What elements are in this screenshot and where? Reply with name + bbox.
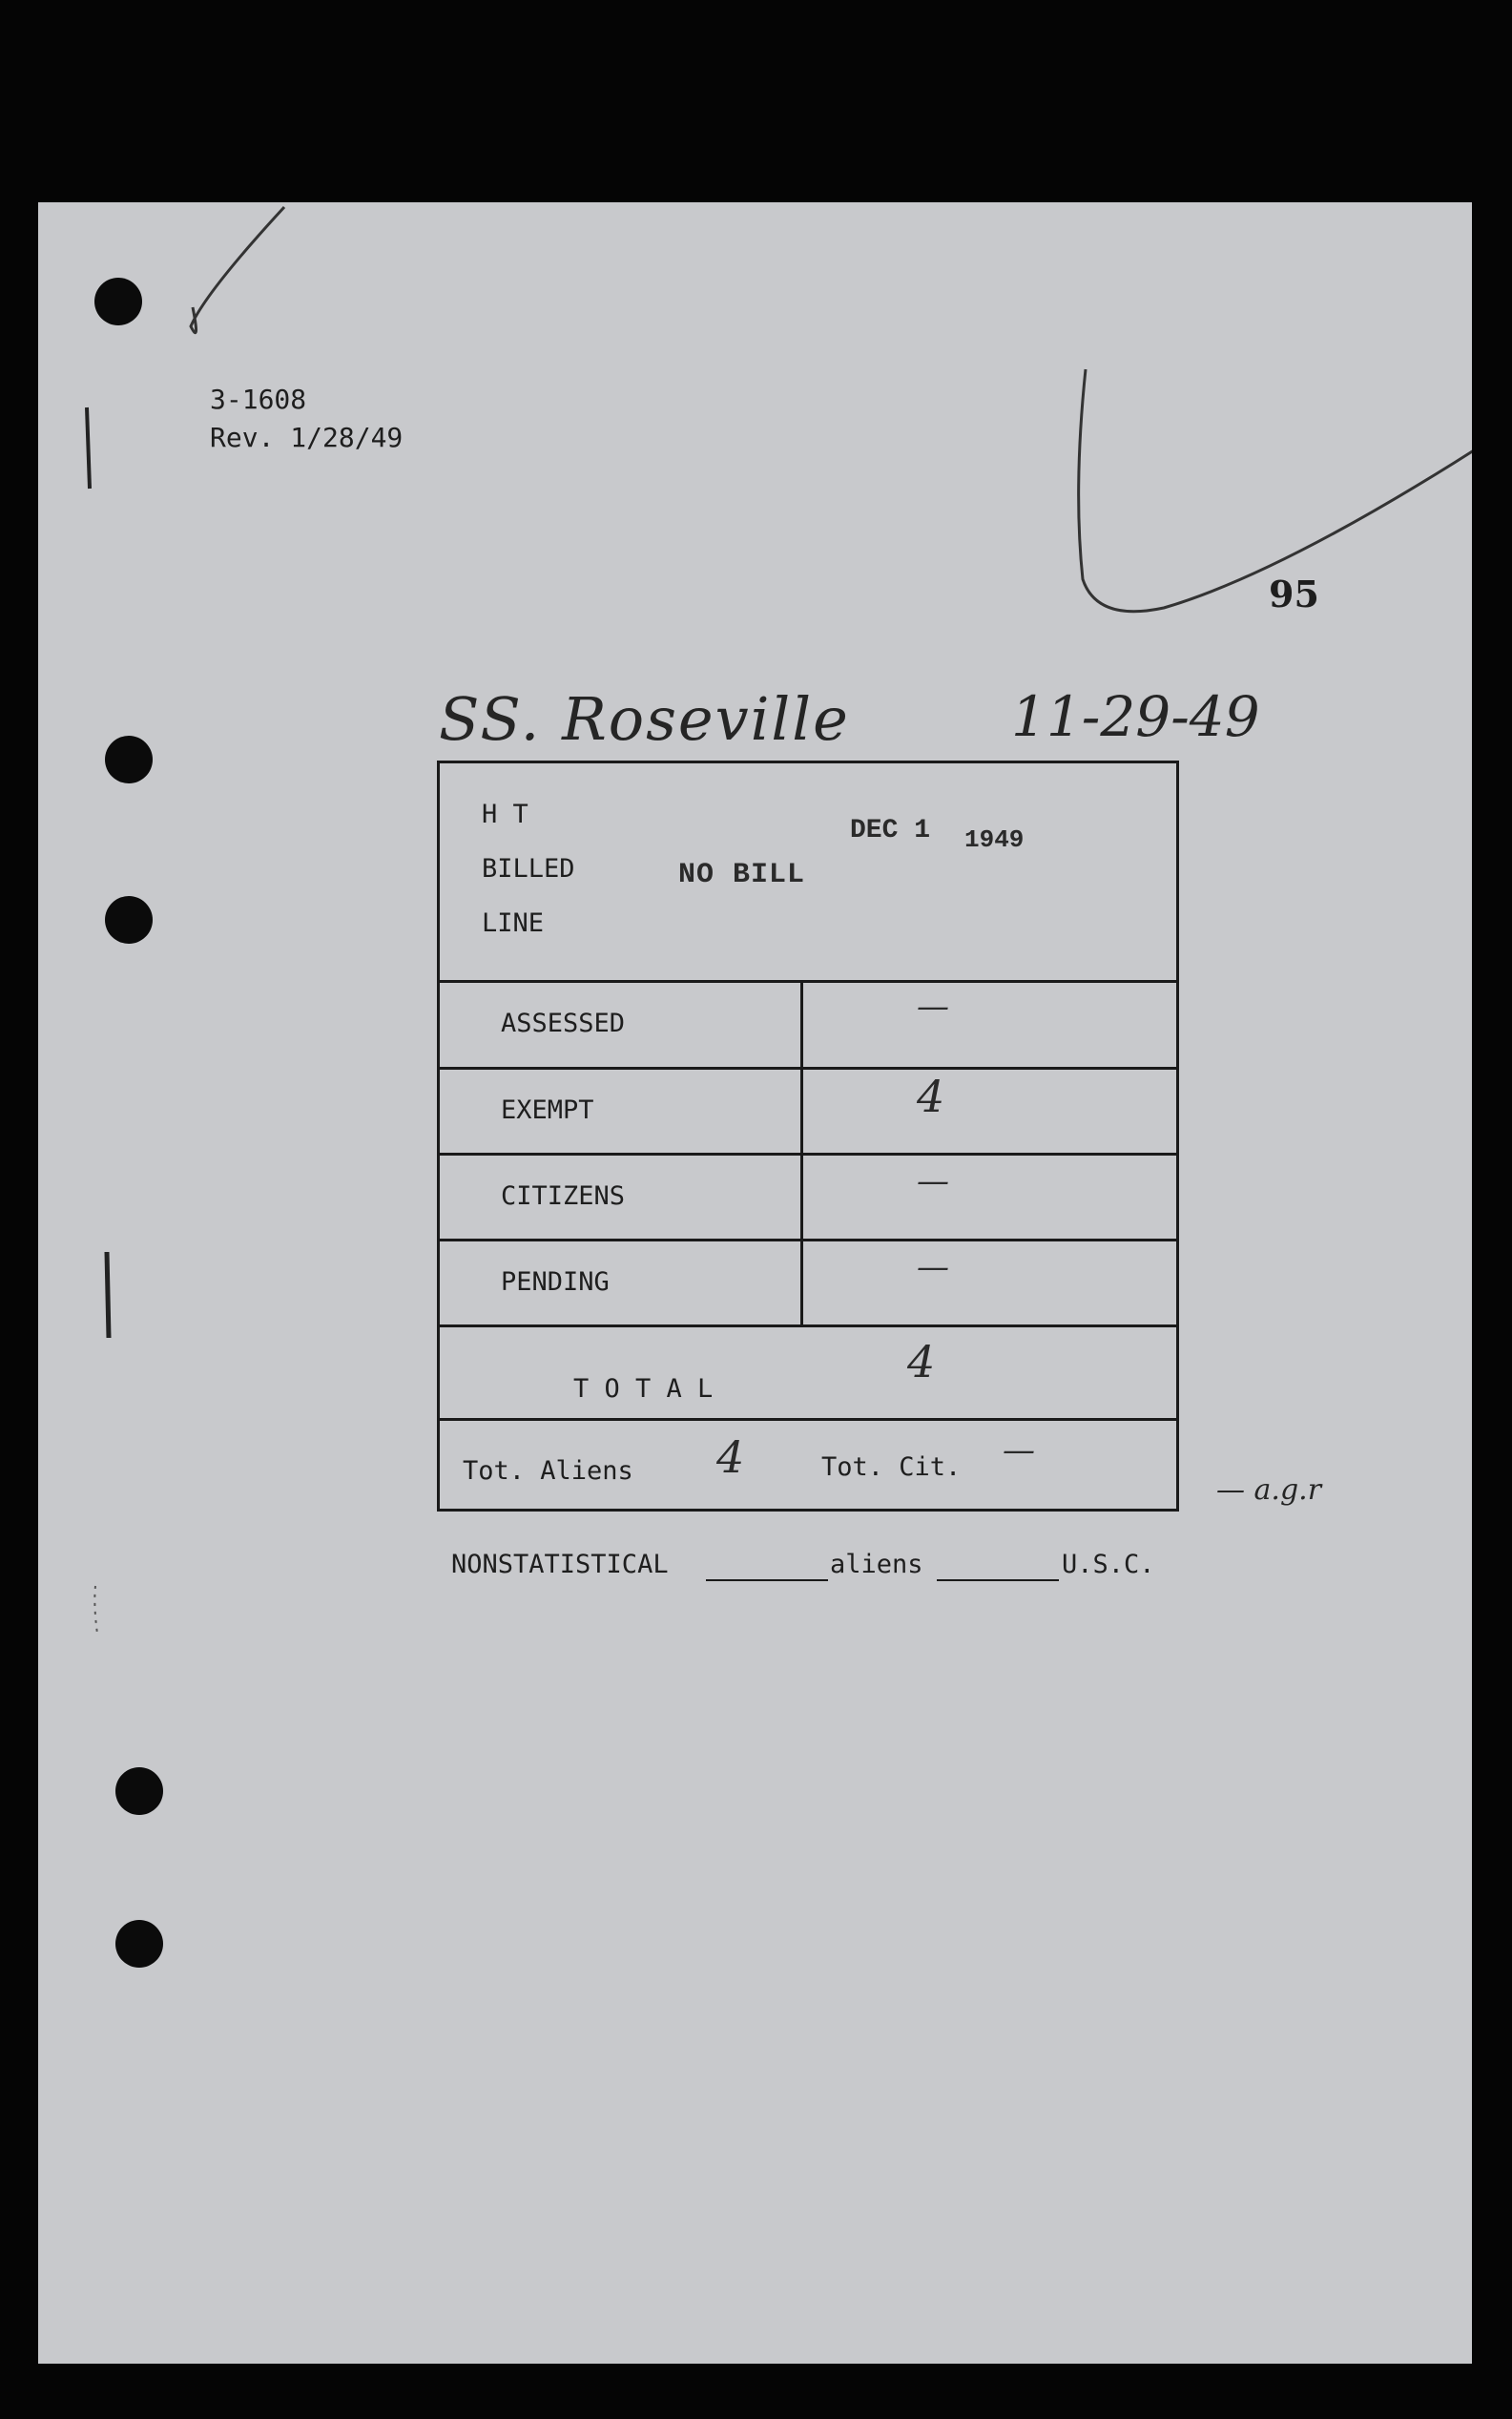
table-rule xyxy=(440,1153,1176,1156)
row-label-assessed: ASSESSED xyxy=(501,1009,626,1038)
row-value-exempt: 4 xyxy=(917,1071,945,1122)
tot-aliens-label: Tot. Aliens xyxy=(463,1456,633,1486)
check-mark-top-left xyxy=(191,207,284,333)
tot-cit-value: — xyxy=(1003,1431,1035,1470)
total-label: T O T A L xyxy=(573,1374,714,1404)
table-rule xyxy=(440,1418,1176,1421)
label-billed: BILLED xyxy=(482,854,575,884)
label-line: LINE xyxy=(482,908,545,938)
aliens-blank xyxy=(937,1579,1059,1581)
nonstatistical-aliens-label: aliens xyxy=(830,1550,923,1579)
margin-stroke xyxy=(87,407,90,489)
margin-stroke xyxy=(94,1586,97,1634)
row-label-citizens: CITIZENS xyxy=(501,1181,626,1211)
total-value: 4 xyxy=(907,1336,936,1387)
table-column-divider xyxy=(800,980,803,1326)
ship-name: SS. Roseville xyxy=(439,684,850,754)
row-value-citizens: — xyxy=(917,1162,949,1200)
nonstatistical-label: NONSTATISTICAL xyxy=(451,1550,669,1579)
document-page xyxy=(38,202,1472,2364)
table-rule xyxy=(440,1239,1176,1241)
form-revision: Rev. 1/28/49 xyxy=(210,422,404,453)
handwritten-date: 11-29-49 xyxy=(1011,684,1260,749)
row-label-exempt: EXEMPT xyxy=(501,1095,594,1125)
page-number: 95 xyxy=(1269,573,1319,615)
row-label-pending: PENDING xyxy=(501,1267,610,1297)
label-ht: H T xyxy=(482,800,528,829)
usc-label: U.S.C. xyxy=(1062,1550,1155,1579)
margin-stroke xyxy=(107,1252,109,1338)
stamp-no-bill: NO BILL xyxy=(678,859,806,891)
nonstatistical-blank xyxy=(706,1579,828,1581)
form-number: 3-1608 xyxy=(210,384,307,415)
stamp-year: 1949 xyxy=(964,825,1025,854)
tot-aliens-value: 4 xyxy=(716,1431,745,1483)
stamp-date: DEC 1 xyxy=(850,816,931,845)
row-value-assessed: — xyxy=(917,988,949,1026)
table-rule xyxy=(440,1067,1176,1070)
side-annotation: — a.g.r xyxy=(1216,1473,1322,1507)
table-rule xyxy=(440,980,1176,983)
row-value-pending: — xyxy=(917,1248,949,1286)
tally-table xyxy=(437,761,1179,1512)
table-rule xyxy=(440,1324,1176,1327)
tot-cit-label: Tot. Cit. xyxy=(821,1452,962,1482)
